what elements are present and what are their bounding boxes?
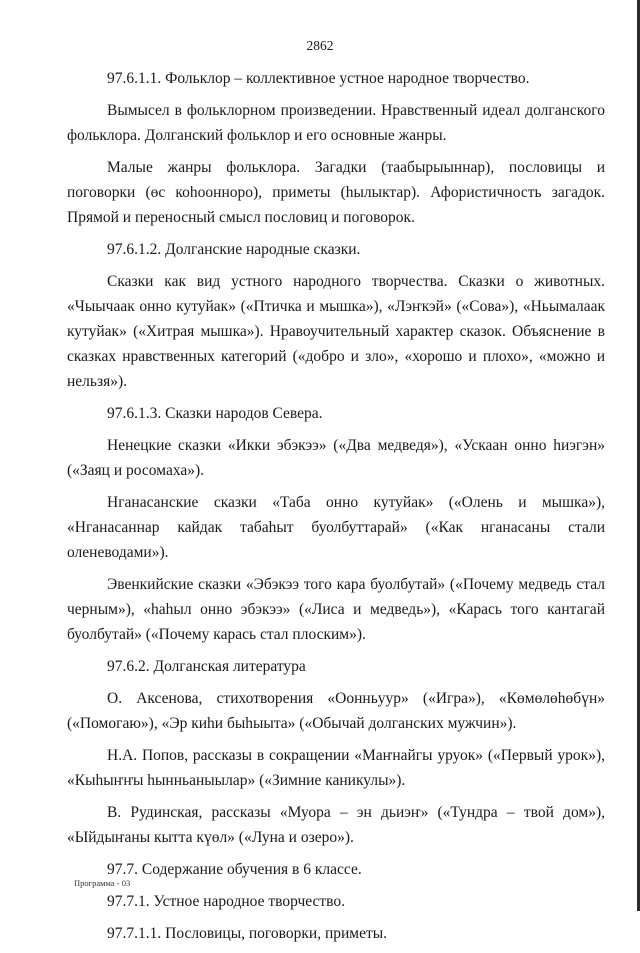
paragraph: Малые жанры фольклора. Загадки (таабырыыннар), пословицы и поговорки (өс коһоонноро), приметы (һылыктар). Афористичность загадок. Прямой и переносный смысл пословиц и поговорок. bbox=[67, 159, 605, 226]
footer-label: Программа - 03 bbox=[74, 878, 131, 888]
paragraph: Н.А. Попов, рассказы в сокращении «Маҥнайгы уруок» («Первый урок»), «Кыһыҥҥы һынньаныылар» («Зимние каникулы»). bbox=[67, 747, 605, 789]
page-number: 2862 bbox=[306, 38, 334, 53]
section-heading: 97.7.1. Устное народное творчество. bbox=[107, 893, 346, 910]
section-heading: 97.7.1.1. Пословицы, поговорки, приметы. bbox=[107, 925, 388, 942]
paragraph: В. Рудинская, рассказы «Муора – эн дьиэҥ» («Тундра – твой дом»), «Ыйдыҥаны кытта күөл» («Луна и озеро»). bbox=[67, 804, 605, 846]
section-heading: 97.6.1.1. Фольклор – коллективное устное народное творчество. bbox=[107, 70, 530, 87]
section-heading: 97.6.1.3. Сказки народов Севера. bbox=[107, 405, 323, 422]
section-heading: 97.6.1.2. Долганские народные сказки. bbox=[107, 241, 361, 258]
section-heading: 97.7. Содержание обучения в 6 классе. bbox=[107, 861, 362, 878]
section-heading: 97.6.2. Долганская литература bbox=[107, 658, 306, 675]
paragraph: Нганасанские сказки «Таба онно кутуйак» («Олень и мышка»), «Нганасаннар кайдак табаһыт буолбуттарай» («Как нганасаны стали оленеводами»). bbox=[67, 494, 605, 561]
paragraph: Ненецкие сказки «Икки эбэкээ» («Два медведя»), «Ускаан онно һиэгэн» («Заяц и росомаха»). bbox=[67, 437, 605, 479]
paragraph: Вымысел в фольклорном произведении. Нравственный идеал долганского фольклора. Долганский фольклор и его основные жанры. bbox=[67, 102, 605, 144]
paragraph: Сказки как вид устного народного творчества. Сказки о животных. «Чыычаак онно кутуйак» («Птичка и мышка»), «Лэҥкэй» («Сова»), «Ньымалаак кутуйак» («Хитрая мышка»). Нравоучительный характер сказок. Объяснение в сказках нравственных категорий («добро и зло», «хорошо и плохо», «можно и нельзя»). bbox=[67, 273, 605, 390]
paragraph: О. Аксенова, стихотворения «Оонньуур» («Игра»), «Көмөлөһөбүн» («Помогаю»), «Эр киһи быһыыта» («Обычай долганских мужчин»). bbox=[67, 690, 605, 732]
paragraph: Эвенкийские сказки «Эбэкээ того кара буолбутай» («Почему медведь стал черным»), «һаһыл онно эбэкээ» («Лиса и медведь»), «Карась того кантагай буолбутай» («Почему карась стал плоским»). bbox=[67, 576, 605, 643]
page-body bbox=[67, 66, 605, 953]
